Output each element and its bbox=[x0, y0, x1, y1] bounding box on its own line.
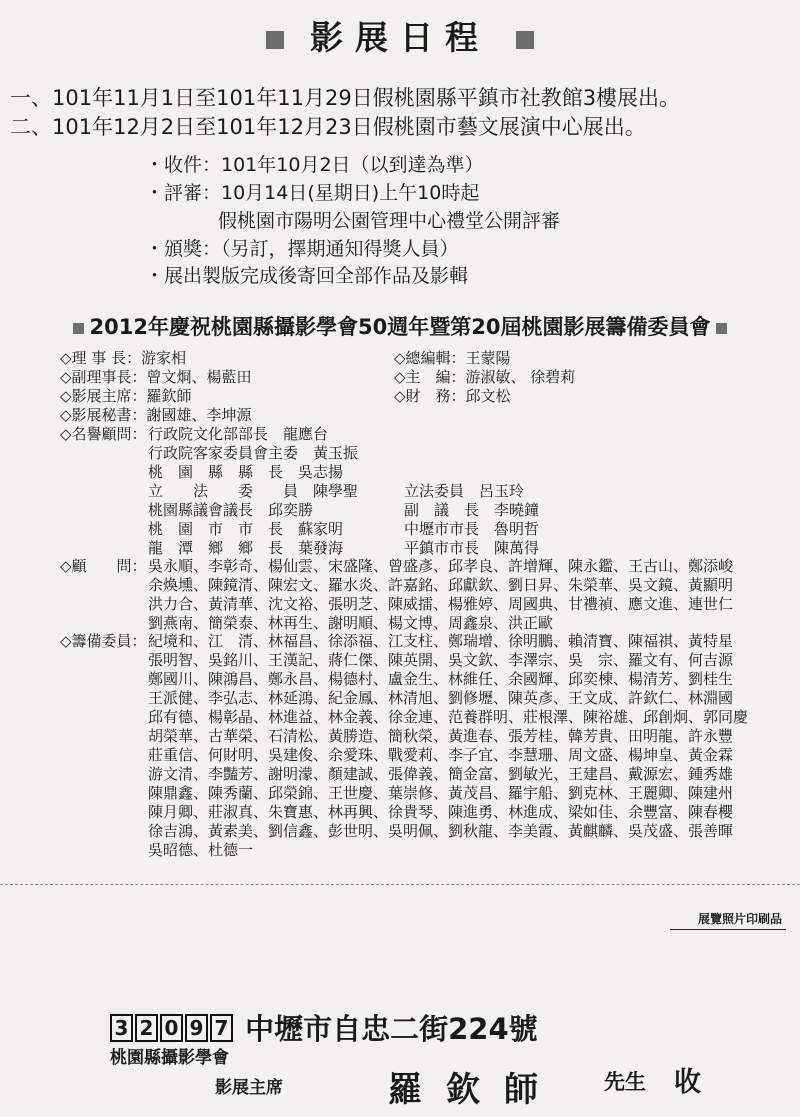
committee-title-text: 2012年慶祝桃園縣攝影學會50週年暨第20屆桃園影展籌備委員會 bbox=[89, 315, 711, 339]
honorary-item: 立 法 委 員 陳學聖 bbox=[148, 482, 359, 500]
honorary-list bbox=[148, 425, 358, 558]
advisors-list bbox=[148, 557, 733, 633]
bullet-receive-date: ・收件：101年10月2日（以到達為準） bbox=[145, 154, 484, 176]
recipient-honorific: 先生 bbox=[604, 1070, 646, 1094]
members-row: 紀境和、江 清、林福昌、徐添福、江支柱、鄭瑞增、徐明鵬、賴清寶、陳福祺、黃特星 bbox=[148, 632, 734, 650]
title-text: 影展日程 bbox=[310, 18, 490, 57]
chairman: ◇理 事 長：游家相 bbox=[60, 349, 187, 367]
mailing-address bbox=[110, 1007, 538, 1048]
honorary-item: 龍 潭 鄉 鄉 長 葉發海 bbox=[148, 539, 344, 557]
schedule-line-2: 二、101年12月2日至101年12月23日假桃園市藝文展演中心展出。 bbox=[10, 115, 646, 139]
square-marker-icon bbox=[516, 31, 534, 49]
honorary-item: 桃園縣議會議長 邱奕勝 bbox=[148, 501, 314, 519]
zip-digit: 9 bbox=[185, 1014, 208, 1042]
square-marker-icon bbox=[73, 323, 84, 334]
honorary-label: ◇名譽顧問： bbox=[60, 425, 147, 443]
committee-title bbox=[0, 311, 800, 341]
society-name: 桃園縣攝影學會 bbox=[110, 1048, 229, 1068]
editor: ◇主 編：游淑敏、 徐碧莉 bbox=[394, 368, 576, 386]
honorary-item: 立法委員 呂玉玲 bbox=[404, 482, 525, 500]
members-row: 張明智、吳銘川、王漢記、蔣仁傑、陳英開、吳文欽、李澤宗、吳 宗、羅文有、何吉源 bbox=[148, 651, 734, 669]
members-list bbox=[148, 632, 748, 860]
members-row: 陳鼎鑫、陳秀蘭、邱榮錦、王世慶、葉崇修、黃茂昌、羅宇船、劉克林、王麗卿、陳建州 bbox=[148, 784, 734, 802]
bullet-awards: ・頒獎：（另訂，擇期通知得獎人員） bbox=[145, 238, 459, 260]
honorary-item: 桃 園 縣 縣 長 吳志揚 bbox=[148, 463, 344, 481]
exhibition-host: ◇影展主席：羅欽師 bbox=[60, 387, 192, 405]
honorary-item: 平鎮市市長 陳萬得 bbox=[404, 539, 540, 557]
receive-mark: 收 bbox=[674, 1067, 701, 1098]
advisors-row: 余煥壎、陳鏡清、陳宏文、羅水炎、許嘉銘、邱獻欽、劉日昇、朱榮華、吳文鏡、黃顯明 bbox=[148, 576, 734, 594]
zip-digit: 2 bbox=[135, 1014, 158, 1042]
page-title bbox=[0, 12, 800, 59]
recipient-name: 羅欽師 bbox=[388, 1070, 562, 1110]
members-row: 鄭國川、陳鴻昌、鄭永昌、楊德村、盧金生、林維任、余國輝、邱奕棟、楊清芳、劉桂生 bbox=[148, 670, 734, 688]
square-marker-icon bbox=[716, 323, 727, 334]
recipient-position: 影展主席 bbox=[215, 1078, 283, 1098]
members-row: 莊重信、何財明、吳建俊、余愛珠、戰愛莉、李子宜、李慧珊、周文盛、楊坤皇、黃金霖 bbox=[148, 746, 734, 764]
zip-digit: 3 bbox=[110, 1014, 133, 1042]
vice-chairman: ◇副理事長：曾文烱、楊藍田 bbox=[60, 368, 252, 386]
advisors-label: ◇顧 問： bbox=[60, 557, 147, 575]
square-marker-icon bbox=[266, 31, 284, 49]
zip-digit: 0 bbox=[160, 1014, 183, 1042]
advisors-row: 洪力合、黃清華、沈文裕、張明芝、陳威擂、楊雅婷、周國典、甘禮禎、應文進、連世仁 bbox=[148, 595, 734, 613]
fold-line bbox=[0, 884, 800, 885]
bullet-judging-venue: 假桃園市陽明公園管理中心禮堂公開評審 bbox=[218, 210, 561, 232]
members-row: 吳昭德、杜德一 bbox=[148, 841, 254, 859]
honorary-item: 桃 園 市 市 長 蘇家明 bbox=[148, 520, 344, 538]
caption-underline bbox=[670, 929, 786, 930]
honorary-item: 中壢市市長 魯明哲 bbox=[404, 520, 540, 538]
members-row: 胡榮華、古華榮、石清松、黃勝造、簡秋榮、黃進春、張芳桂、韓芳貴、田明龍、許永豐 bbox=[148, 727, 734, 745]
street-address: 中壢市自忠二街224號 bbox=[245, 1012, 538, 1046]
honorary-item: 行政院文化部部長 龍應台 bbox=[148, 425, 329, 443]
printed-matter-caption: 展覽照片印刷品 bbox=[697, 912, 782, 926]
honorary-item: 行政院客家委員會主委 黃玉振 bbox=[148, 444, 359, 462]
honorary-item: 副 議 長 李曉鐘 bbox=[404, 501, 540, 519]
bullet-return: ・展出製版完成後寄回全部作品及影輯 bbox=[145, 265, 469, 287]
exhibition-secretary: ◇影展秘書：謝國雄、李坤源 bbox=[60, 406, 252, 424]
members-row: 徐吉鴻、黃素美、劉信鑫、彭世明、吳明佩、劉秋龍、李美霞、黃麒麟、吳茂盛、張善暉 bbox=[148, 822, 734, 840]
advisors-row: 劉燕南、簡榮泰、林再生、謝明順、楊文博、周鑫泉、洪正歐 bbox=[148, 614, 554, 632]
zip-digit: 7 bbox=[210, 1014, 233, 1042]
honorary-right-list bbox=[404, 482, 539, 558]
members-row: 邱有德、楊彰晶、林進益、林金義、徐金連、范養群明、莊根澤、陳裕雄、邱創炯、郭同慶 bbox=[148, 708, 749, 726]
schedule-line-1: 一、101年11月1日至101年11月29日假桃園縣平鎮市社教館3樓展出。 bbox=[10, 86, 681, 110]
advisors-row: 吳永順、李彰奇、楊仙雲、宋盛隆、曾盛彥、邱孝良、許增輝、陳永鑑、王古山、鄭添峻 bbox=[148, 557, 734, 575]
members-row: 陳月卿、莊淑真、朱寶惠、林再興、徐貴琴、陳進勇、林進成、梁如佳、余豐富、陳春櫻 bbox=[148, 803, 734, 821]
members-row: 游文清、李豔芳、謝明濛、顏建誠、張偉義、簡金富、劉敏光、王建昌、戴源宏、鍾秀雄 bbox=[148, 765, 734, 783]
bullet-judging: ・評審：10月14日(星期日)上午10時起 bbox=[145, 182, 480, 204]
members-row: 王派健、李弘志、林延鴻、紀金鳳、林清旭、劉修壢、陳英彥、王文成、許欽仁、林淵國 bbox=[148, 689, 734, 707]
treasurer: ◇財 務：邱文松 bbox=[394, 387, 511, 405]
members-label: ◇籌備委員： bbox=[60, 632, 147, 650]
editor-in-chief: ◇總編輯：王蒙陽 bbox=[394, 349, 511, 367]
